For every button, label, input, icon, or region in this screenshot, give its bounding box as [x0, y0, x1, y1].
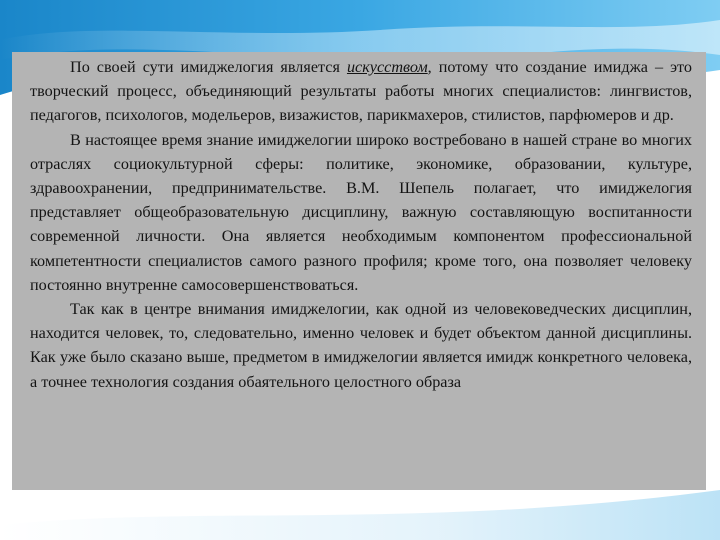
paragraph-2: В настоящее время знание имиджелогии широко востребовано в нашей стране во многих отраслях социокультурной сферы: политике, экономике, образовании, культуре, здравоохранении, предпринимательстве. В.М. Шепель полагает, что имиджелогия представляет общеобразовательную дисциплину, важную составляющую воспитанности современной личности. Она является необходимым компонентом профессиональной компетентности специалистов самого разного профиля; кроме того, она позволяет человеку постоянно внутренне самосовершенствоваться.	[30, 130, 692, 294]
paragraph-3: Так как в центре внимания имиджелогии, как одной из человековедческих дисциплин, находится человек, то, следовательно, именно человек и будет объектом данной дисциплины. Как уже было сказано выше, предметом в имиджелогии является имидж конкретного человека, а точнее технология создания обаятельного целостного образа	[30, 300, 692, 391]
paragraph-1	[30, 55, 692, 128]
paragraph-1-start: По своей сути имиджелогия является	[70, 58, 347, 76]
emphasized-word: искусством	[346, 58, 428, 76]
body-text	[30, 55, 692, 394]
paragraph-1-rest: , потому что создание имиджа – это творческий процесс, объединяющий результаты работы многих специалистов: лингвистов, педагогов, психологов, модельеров, визажистов, парикмахеров, стилистов, парфюмеров и др.	[30, 58, 692, 125]
